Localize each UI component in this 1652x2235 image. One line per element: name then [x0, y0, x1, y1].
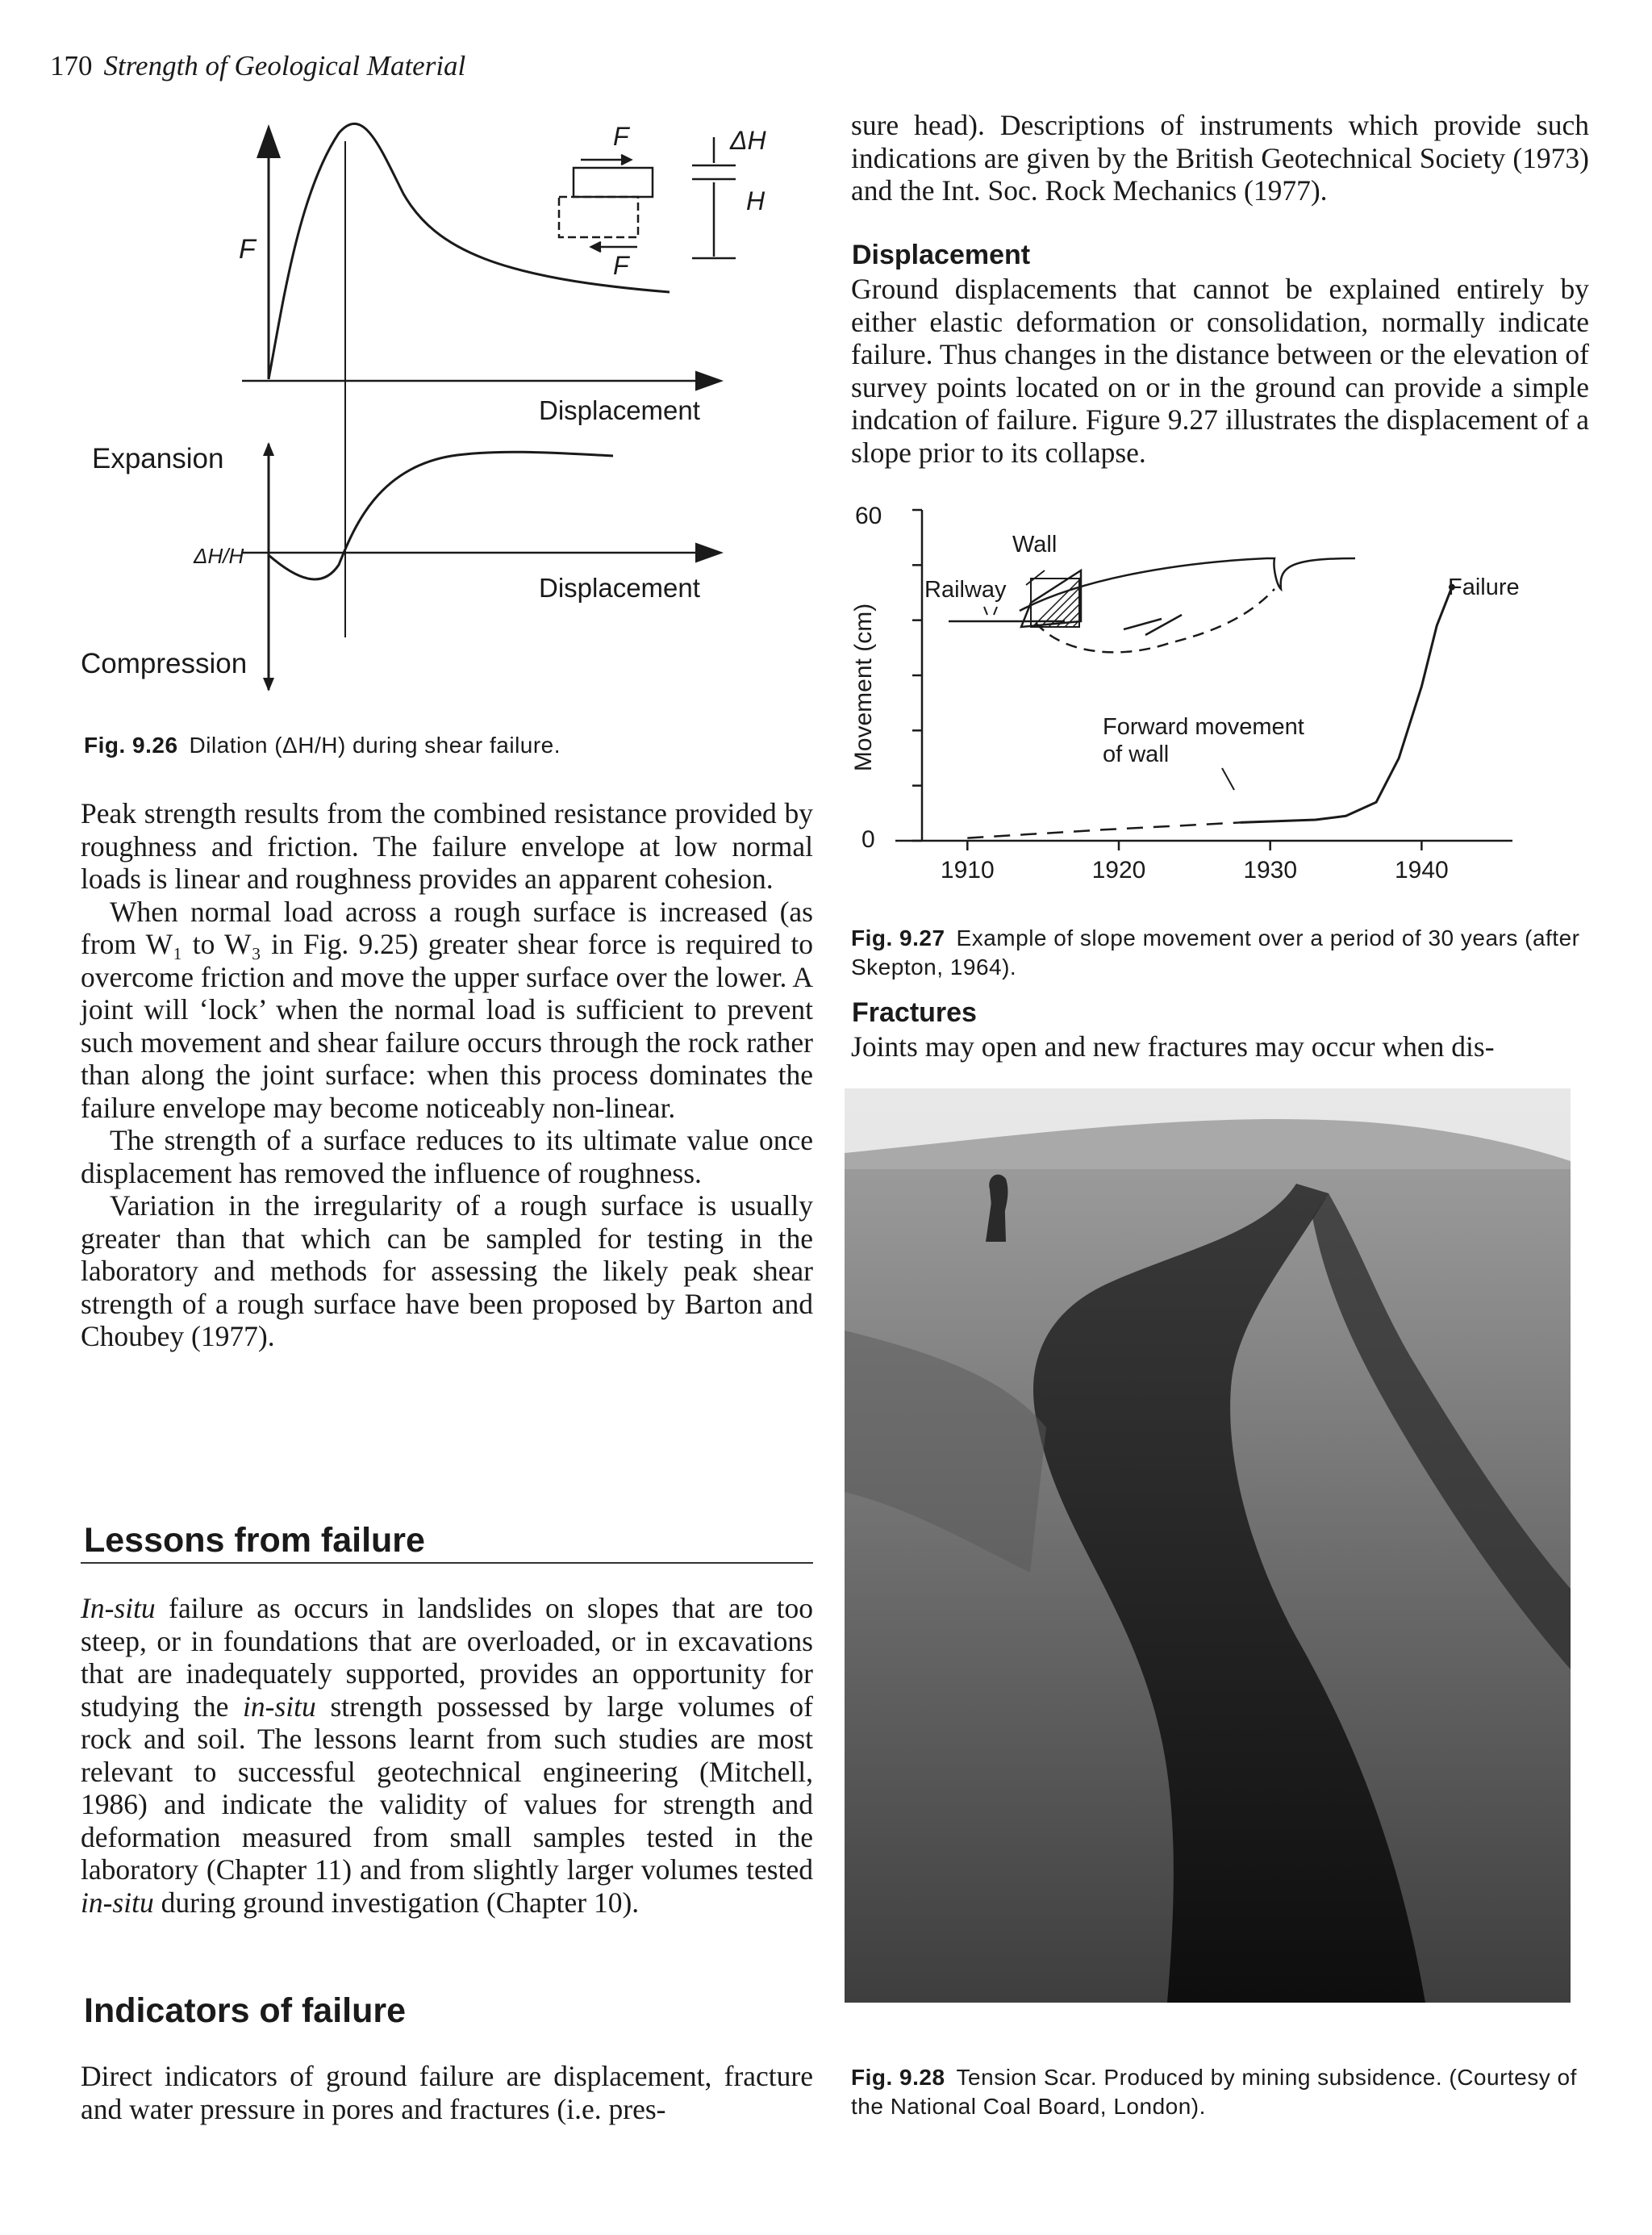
shear-force-label-top: F [613, 122, 629, 151]
page-number: 170 [50, 50, 93, 81]
dilation-curve [269, 452, 613, 579]
emphasis: in-situ [243, 1690, 316, 1723]
displacement-paragraph [851, 273, 1589, 469]
y-axis-label: Movement (cm) [850, 603, 877, 772]
figure-9-27-chart [839, 494, 1605, 889]
forward-movement-label-1: Forward movement [1103, 714, 1304, 740]
failure-label: Failure [1448, 574, 1520, 600]
label-F: F [239, 234, 256, 265]
text: strength possessed by large volumes of rock and soil. The lessons learnt from such studies are most relevant to successful geotechnical engineering (Mitchell, 1986) and indicate the validity of values for strength and deformation measured from small samples tested in the laboratory (Chapter 11) and from slightly larger volumes tested [81, 1690, 813, 1886]
emphasis: in-situ [81, 1886, 154, 1919]
fig-9-28-text: Tension Scar. Produced by mining subsidence. (Courtesy of the National Coal Board, London). [851, 2065, 1577, 2119]
paragraph: When normal load across a rough surface is increased (as from W₁ to W₃ in Fig. 9.25) greater shear force is required to overcome friction and move the upper surface over the lower. A joint will ‘lock’ when the normal load is sufficient to prevent such movement and shear failure occurs through the rock rather than along the joint surface: when this process dominates the failure envelope may become noticeably non-linear. [81, 895, 813, 1124]
height-indicator [692, 137, 736, 258]
lessons-paragraph [81, 1592, 813, 1919]
text: failure as occurs in landslides on slopes that are too steep, or in foundations that are overloaded, or in excavations that are inadequately supported, provides an opportunity for studying the [81, 1592, 813, 1723]
section-heading-indicators: Indicators of failure [84, 1991, 407, 2030]
fig-9-27-caption [851, 924, 1589, 982]
fig-9-27-label: Fig. 9.27 [851, 925, 945, 950]
shear-force-label-bottom: F [613, 251, 629, 280]
section-heading-lessons: Lessons from failure [84, 1521, 425, 1560]
fig-9-28-caption [851, 2063, 1589, 2121]
displacement-label-bottom: Displacement [539, 573, 700, 603]
emphasis: In-situ [81, 1592, 156, 1624]
fig-9-26-caption [84, 731, 810, 760]
paragraph: Variation in the irregularity of a rough surface is usually greater than that which can be sampled for testing in the laboratory and methods for assessing the likely peak shear strength of a rough surface have been proposed by Barton and Choubey (1977). [81, 1189, 813, 1352]
subheading-displacement: Displacement [852, 240, 1031, 270]
fig-9-28-label: Fig. 9.28 [851, 2065, 945, 2090]
heading-rule [81, 1562, 813, 1564]
compression-label: Compression [81, 648, 248, 679]
x-tick-label: 1920 [1091, 857, 1146, 884]
x-tick-labels [941, 857, 1449, 884]
right-column-top [851, 109, 1589, 207]
y-ticks [912, 510, 922, 841]
running-head [50, 50, 465, 82]
left-column [81, 797, 813, 1353]
tension-scar-photo [845, 1088, 1571, 2003]
dashed-series-line [967, 822, 1240, 838]
expansion-label: Expansion [92, 443, 224, 474]
force-curve [269, 123, 670, 379]
text: during ground investigation (Chapter 10). [153, 1886, 640, 1919]
wall-label: Wall [1012, 532, 1058, 558]
displacement-label-top: Displacement [539, 395, 700, 425]
railway-pointer [984, 607, 997, 615]
paragraph: The strength of a surface reduces to its ultimate value once displacement has removed the influence of roughness. [81, 1124, 813, 1189]
railway-label: Railway [924, 577, 1007, 603]
paragraph: Direct indicators of ground failure are displacement, fracture and water pressure in pores and fractures (i.e. pres- [81, 2060, 813, 2125]
subheading-fractures: Fractures [852, 997, 977, 1028]
x-tick-label: 1930 [1243, 857, 1298, 884]
solid-series-line [1240, 587, 1452, 823]
delta-h-label: ΔH [730, 126, 766, 155]
slope-sketch [949, 558, 1355, 652]
fig-9-27-text: Example of slope movement over a period of 30 years (after Skepton, 1964). [851, 925, 1580, 980]
forward-movement-label-2: of wall [1103, 742, 1170, 767]
y-tick-label-top: 60 [855, 503, 882, 529]
figure-9-26 [65, 109, 823, 730]
x-tick-label: 1910 [940, 857, 995, 884]
shear-box-icon [559, 155, 653, 252]
x-ticks [967, 841, 1421, 850]
paragraph: Ground displacements that cannot be explained entirely by either elastic deformation or consolidation, normally indicate failure. Thus changes in the distance between or the elevation of survey points located on or in the ground can provide a simple indcation of failure. Figure 9.27 illustrates the displacement of a slope prior to its collapse. [851, 273, 1589, 469]
forward-movement-pointer [1222, 768, 1234, 790]
running-title: Strength of Geological Material [103, 50, 466, 81]
indicators-paragraph [81, 2060, 813, 2125]
y-tick-label-bottom: 0 [861, 826, 875, 853]
paragraph: Peak strength results from the combined resistance provided by roughness and friction. The failure envelope at low normal loads is linear and roughness provides an apparent cohesion. [81, 797, 813, 895]
paragraph: sure head). Descriptions of instruments which provide such indications are given by the British Geotechnical Society (1973) and the Int. Soc. Rock Mechanics (1977). [851, 109, 1589, 207]
fig-9-26-text: Dilation (ΔH/H) during shear failure. [189, 733, 561, 758]
fractures-paragraph [851, 1030, 1589, 1063]
x-tick-label: 1940 [1395, 857, 1449, 884]
ratio-label: ΔH/H [194, 544, 244, 568]
paragraph: Joints may open and new fractures may occur when dis- [851, 1030, 1495, 1063]
fig-9-26-label: Fig. 9.26 [84, 733, 178, 758]
h-label: H [746, 186, 766, 215]
